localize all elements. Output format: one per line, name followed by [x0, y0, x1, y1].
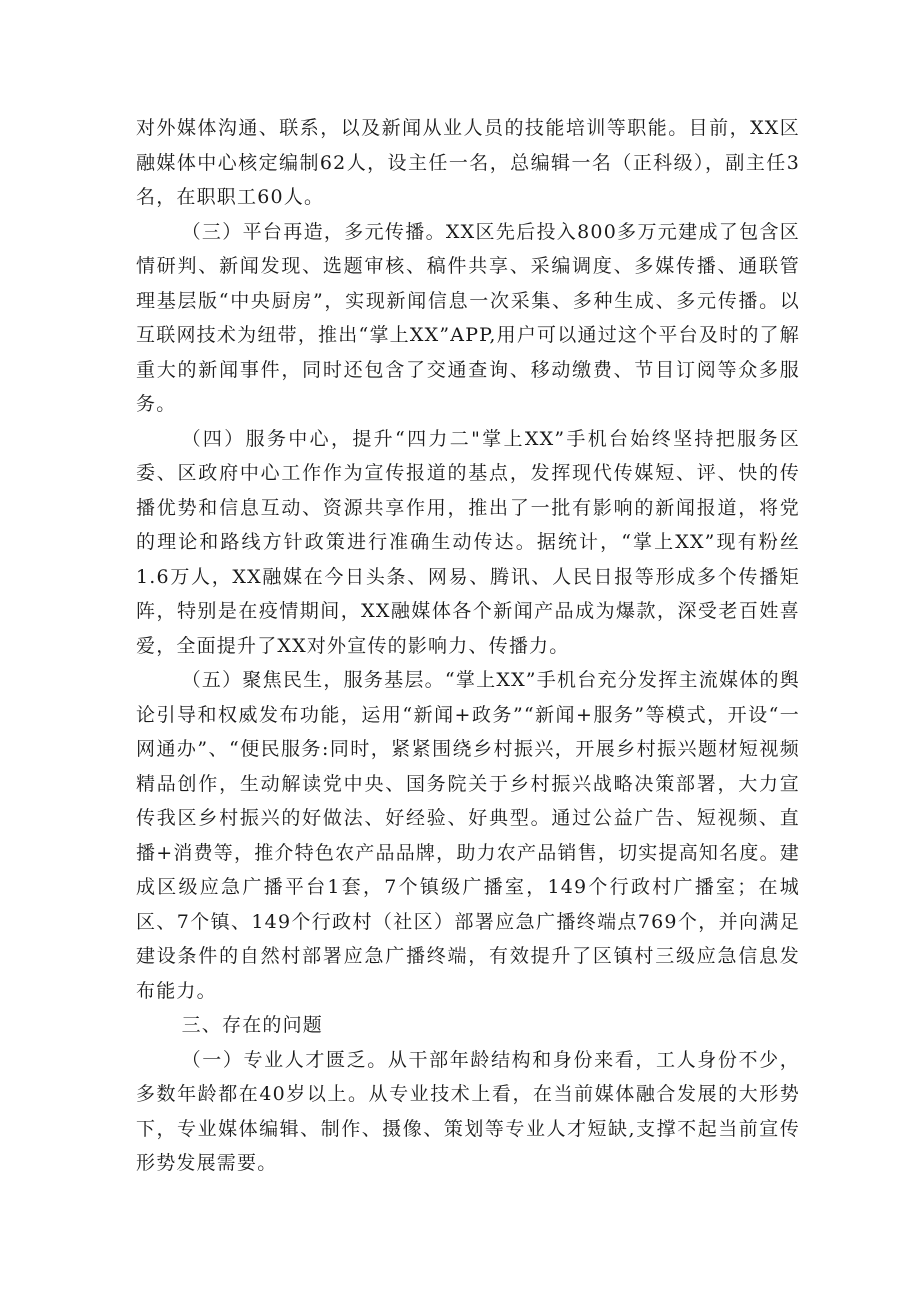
paragraph-staffing: 对外媒体沟通、联系，以及新闻从业人员的技能培训等职能。目前，XX区融媒体中心核定编制62人，设主任一名，总编辑一名（正科级），副主任3名，在职职工60人。: [136, 117, 800, 208]
paragraph-talent-shortage: （一）专业人才匮乏。从干部年龄结构和身份来看，工人身份不少，多数年龄都在40岁以上。从专业技术上看，在当前媒体融合发展的大形势下，专业媒体编辑、制作、摄像、策划等专业人才短缺,支撑不起当前宣传形势发展需要。: [136, 1048, 800, 1174]
paragraph-platform-rebuild: （三）平台再造，多元传播。XX区先后投入800多万元建成了包含区情研判、新闻发现、选题审核、稿件共享、采编调度、多媒传播、通联管理基层版“中央厨房”，实现新闻信息一次采集、多种生成、多元传播。以互联网技术为纽带，推出“掌上XX”APP,用户可以通过这个平台及时的了解重大的新闻事件，同时还包含了交通查询、移动缴费、节目订阅等众多服务。: [136, 220, 800, 415]
paragraph-service-center: （四）服务中心，提升“四力二"掌上XX”手机台始终坚持把服务区委、区政府中心工作作为宣传报道的基点，发挥现代传媒短、评、快的传播优势和信息互动、资源共享作用，推出了一批有影响的新闻报道，将党的理论和路线方针政策进行准确生动传达。据统计，“掌上XX”现有粉丝1.6万人，XX融媒在今日头条、网易、腾讯、人民日报等形成多个传播矩阵，特别是在疫情期间，XX融媒体各个新闻产品成为爆款，深受老百姓喜爱，全面提升了XX对外宣传的影响力、传播力。: [136, 427, 800, 657]
document-body: [136, 111, 800, 1181]
paragraph-livelihood: （五）聚焦民生，服务基层。“掌上XX”手机台充分发挥主流媒体的舆论引导和权威发布功能，运用“新闻+政务”“新闻+服务”等模式，开设“一网通办”、“便民服务:同时，紧紧围绕乡村振兴，开展乡村振兴题材短视频精品创作，生动解读党中央、国务院关于乡村振兴战略决策部署，大力宣传我区乡村振兴的好做法、好经验、好典型。通过公益广告、短视频、直播+消费等，推介特色农产品品牌，助力农产品销售，切实提高知名度。建成区级应急广播平台1套，7个镇级广播室，149个行政村广播室；在城区、7个镇、149个行政村（社区）部署应急广播终端点769个，并向满足建设条件的自然村部署应急广播终端，有效提升了区镇村三级应急信息发布能力。: [136, 669, 800, 1002]
section-heading: 三、存在的问题: [181, 1014, 323, 1036]
